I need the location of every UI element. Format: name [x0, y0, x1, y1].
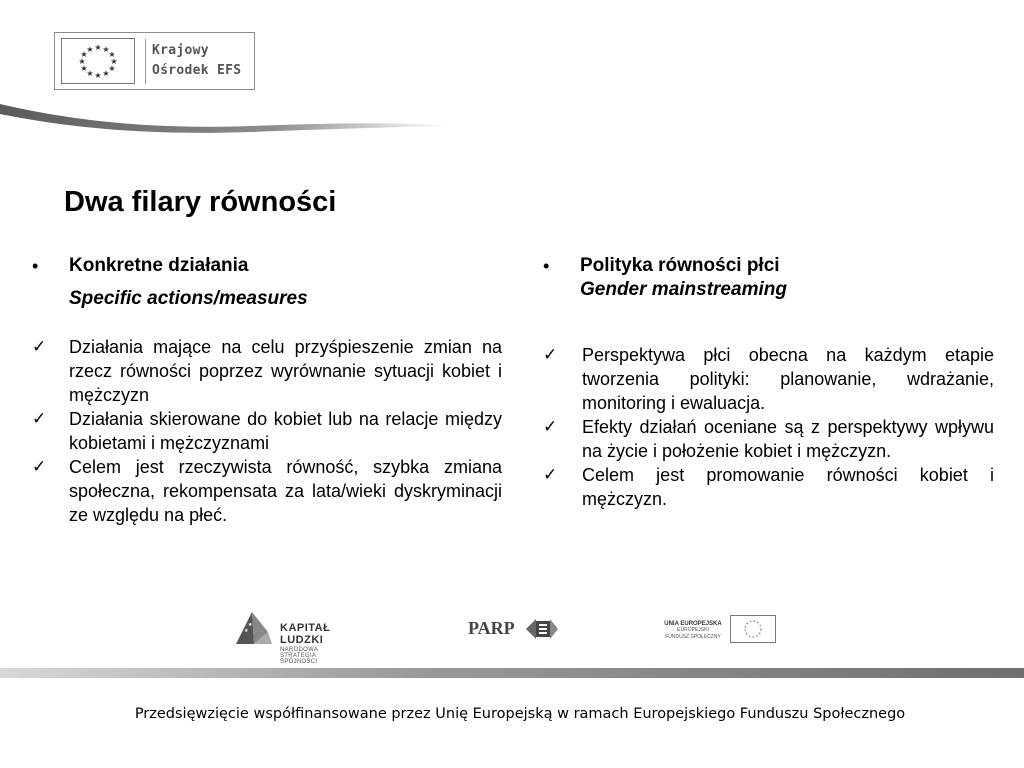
- svg-text:★: ★: [80, 50, 88, 59]
- svg-text:★: ★: [244, 628, 249, 634]
- list-item: [32, 407, 502, 455]
- left-pillar-subtitle: Specific actions/measures: [69, 288, 308, 309]
- svg-text:★: ★: [110, 57, 118, 66]
- right-pillar-subtitle: Gender mainstreaming: [580, 279, 787, 300]
- list-item-text: Perspektywa płci obecna na każdym etapie tworzenia polityki: planowanie, wdrażanie, monitoring i ewaluacja.: [582, 345, 994, 413]
- logo-line-1: Krajowy: [152, 43, 209, 58]
- decorative-swoosh: [0, 96, 460, 136]
- svg-text:★: ★: [108, 64, 116, 73]
- left-pillar-heading: [32, 254, 502, 311]
- list-item: [32, 335, 502, 407]
- list-item-text: Celem jest rzeczywista równość, szybka zmiana społeczna, rekompensata za lata/wieki dyskryminacji ze względu na płeć.: [69, 457, 502, 525]
- footer-divider-bar: [0, 668, 1024, 678]
- svg-text:★: ★: [102, 45, 110, 54]
- right-column: [543, 254, 994, 511]
- svg-text:★: ★: [80, 64, 88, 73]
- svg-text:★: ★: [86, 69, 94, 78]
- svg-text:★: ★: [108, 50, 116, 59]
- krajowy-osrodek-efs-logo: [54, 32, 255, 90]
- svg-text:★: ★: [94, 43, 102, 52]
- checkmark-icon: ✓: [543, 345, 558, 365]
- kapital-ludzki-logo-icon: [232, 610, 274, 648]
- bullet-icon: •: [32, 256, 39, 276]
- list-item: [543, 463, 994, 511]
- left-check-list: [32, 335, 502, 527]
- parp-logo-icon: [524, 615, 560, 643]
- checkmark-icon: ✓: [32, 337, 47, 357]
- kapital-ludzki-name: KAPITAŁ LUDZKI: [280, 622, 331, 646]
- left-column: [32, 254, 502, 527]
- checkmark-icon: ✓: [32, 457, 47, 477]
- logo-line-2: Ośrodek EFS: [152, 63, 242, 78]
- slide-title: Dwa filary równości: [64, 186, 337, 218]
- checkmark-icon: ✓: [543, 465, 558, 485]
- list-item-text: Celem jest promowanie równości kobiet i mężczyzn.: [582, 465, 994, 509]
- right-pillar-heading: [543, 254, 994, 302]
- bullet-icon: •: [543, 256, 550, 276]
- list-item-text: Efekty działań oceniane są z perspektywy wpływu na życie i położenie kobiet i mężczyzn.: [582, 417, 994, 461]
- left-pillar-title: Konkretne działania: [69, 255, 249, 276]
- svg-text:★: ★: [86, 45, 94, 54]
- ue-line-2: EUROPEJSKI: [677, 627, 709, 633]
- eu-stars-flag-icon: [61, 38, 135, 84]
- right-check-list: [543, 343, 994, 511]
- svg-text:★: ★: [248, 622, 253, 628]
- footer-text: Przedsięwzięcie współfinansowane przez Unię Europejską w ramach Europejskiego Funduszu Społecznego: [134, 706, 906, 722]
- parp-name: PARP: [468, 618, 515, 638]
- list-item: [32, 455, 502, 527]
- svg-text:★: ★: [78, 57, 86, 66]
- logo-text: [152, 41, 241, 81]
- ue-line-1: UNIA EUROPEJSKA: [664, 621, 722, 627]
- list-item-text: Działania mające na celu przyśpieszenie zmian na rzecz równości poprzez wyrównanie sytuacji kobiet i mężczyzn: [69, 337, 502, 405]
- svg-text:★: ★: [94, 71, 102, 80]
- partner-logos: [0, 600, 1024, 665]
- right-pillar-title: Polityka równości płci: [580, 255, 780, 276]
- list-item: [543, 343, 994, 415]
- eu-flag-icon: [730, 615, 776, 643]
- svg-text:★: ★: [102, 69, 110, 78]
- checkmark-icon: ✓: [543, 417, 558, 437]
- logo-divider: [145, 39, 146, 84]
- list-item-text: Działania skierowane do kobiet lub na relacje między kobietami i mężczyznami: [69, 409, 502, 453]
- checkmark-icon: ✓: [32, 409, 47, 429]
- ue-line-3: FUNDUSZ SPOŁECZNY: [665, 634, 721, 640]
- kapital-ludzki-subtitle: NARODOWA STRATEGIA SPÓJNOŚCI: [280, 647, 318, 665]
- list-item: [543, 415, 994, 463]
